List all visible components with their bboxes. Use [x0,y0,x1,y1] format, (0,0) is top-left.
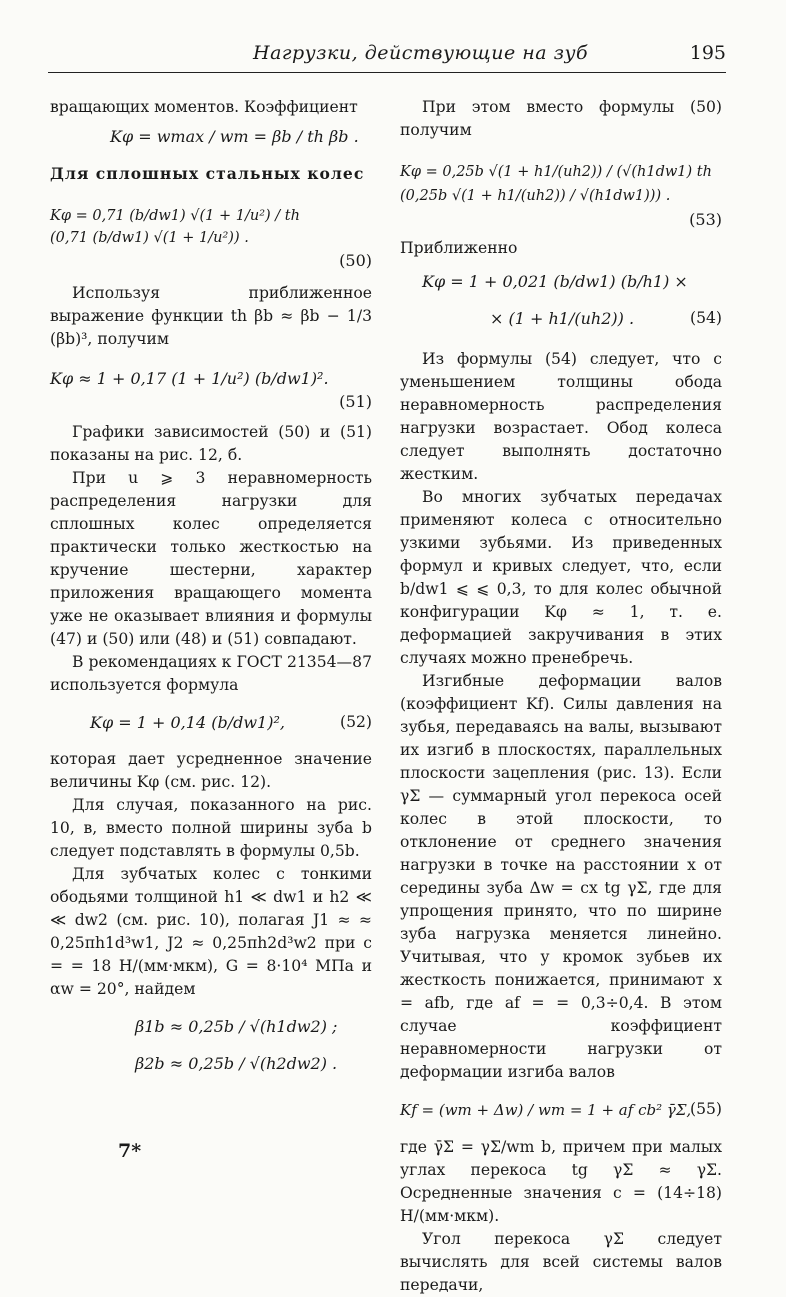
paragraph: При этом вместо формулы (50) получим [400,98,722,139]
running-title: Нагрузки, действующие на зуб [253,42,589,64]
formula-text: Kφ = 0,71 (b/dw1) √(1 + 1/u²) / th (0,71 (b/dw1) √(1 + 1/u²)) . [50,208,300,246]
paragraph: вращающих моментов. Коэффициент [50,98,358,116]
paragraph: где γ̄Σ = γΣ/wm b, причем при малых углах перекоса tg γΣ ≈ γΣ. Осредненные значения c = (14÷18) Н/(мм·мкм). [400,1138,722,1225]
paragraph: В рекомендациях к ГОСТ 21354—87 используется формула [50,653,372,694]
formula-text: Kf = (wm + Δw) / wm = 1 + af cb² γ̄Σ, [400,1101,692,1119]
formula-text: Kφ = 1 + 0,14 (b/dw1)², [90,713,285,732]
equation-number: (55) [689,1100,722,1118]
formula-beta1 [135,1015,372,1038]
equation-number: (50) [339,251,372,270]
page-number: 195 [689,42,726,64]
formula-52 [90,711,372,734]
formula-53 [400,160,722,231]
formula-54a [422,270,722,293]
formula-text: Kφ ≈ 1 + 0,17 (1 + 1/u²) (b/dw1)². [50,369,329,388]
formula-54b [490,307,722,330]
paragraph: которая дает усредненное значение величины Kφ (см. рис. 12). [50,750,372,791]
paragraph: Во многих зубчатых передачах применяют колеса с относительно узкими зубьями. Из приведенных формул и кривых следует, что, если b/dw1 ⩽ ⩽ 0,3, то для колес обычной конфигурации Kφ ≈ 1, т. е. деформацией закручивания в этих случаях можно пренебречь. [400,488,722,667]
formula-50 [50,205,372,272]
formula-51 [50,367,372,413]
paragraph: Изгибные деформации валов (коэффициент Kf). Силы давления на зубья, передаваясь на валы, вызывают их изгиб в плоскостях, параллельных плоскости зацепления (рис. 13). Если γΣ — суммарный угол перекоса осей колес в этой плоскости, то отклонение от среднего значения нагрузки в точке на расстоянии x от середины зуба Δw = cx tg γΣ, где для упрощения принято, что по ширине зуба нагрузка меняется линейно. Учитывая, что у кромок зубьев их жесткость понижается, принимают x = afb, где af = = 0,3÷0,4. В этом случае коэффициент неравномерности нагрузки от деформации изгиба валов [400,672,722,1081]
formula-text: × (1 + h1/(uh2)) . [490,309,635,328]
formula-text: β1b ≈ 0,25b / √(h1dw2) ; [135,1017,338,1036]
equation-number: (54) [689,309,722,327]
paragraph: Из формулы (54) следует, что с уменьшением толщины обода неравномерность распределения нагрузки возрастает. Обод колеса следует выполнять достаточно жестким. [400,350,722,483]
page-header [48,38,726,73]
formula-text: Kφ = 0,25b √(1 + h1/(uh2)) / (√(h1dw1) th (0,25b √(1 + h1/(uh2)) / √(h1dw1))) . [400,164,712,204]
right-column [400,96,722,1297]
formula-k-phi-ratio [110,125,372,148]
paragraph: Для случая, показанного на рис. 10, в, вместо полной ширины зуба b следует подставлять в формулы 0,5b. [50,796,372,860]
equation-number: (52) [339,713,372,731]
equation-number: (53) [689,210,722,229]
paragraph: Графики зависимостей (50) и (51) показаны на рис. 12, б. [50,423,372,464]
paragraph: Используя приближенное выражение функции th βb ≈ βb − 1/3 (βb)³, получим [50,284,372,348]
formula-text: Kφ = 1 + 0,021 (b/dw1) (b/h1) × [422,272,688,291]
formula-text: β2b ≈ 0,25b / √(h2dw2) . [135,1054,338,1073]
paragraph: При u ⩾ 3 неравномерность распределения нагрузки для сплошных колес определяется практически только жесткостью на кручение шестерни, характер приложения вращающего момента уже не оказывает влияния и формулы (47) и (50) или (48) и (51) совпадают. [50,469,372,648]
formula-text: Kφ = wmax / wm = βb / th βb . [110,127,359,146]
equation-number: (51) [339,392,372,411]
paragraph: Угол перекоса γΣ следует вычислять для всей системы валов передачи, [400,1230,722,1294]
paragraph: Приближенно [400,239,518,257]
left-column [50,96,372,1081]
formula-55 [400,1098,722,1122]
paragraph: Для сплошных стальных колес [50,164,365,183]
formula-beta2 [135,1052,372,1075]
signature-mark: 7* [118,1140,142,1162]
paragraph: Для зубчатых колес с тонкими ободьями толщиной h1 ≪ dw1 и h2 ≪ ≪ dw2 (см. рис. 10), полагая J1 ≈ ≈ 0,25πh1d³w1, J2 ≈ 0,25πh2d³w2 при c = = 18 Н/(мм·мкм), G = 8·10⁴ МПа и αw = 20°, найдем [50,865,372,998]
